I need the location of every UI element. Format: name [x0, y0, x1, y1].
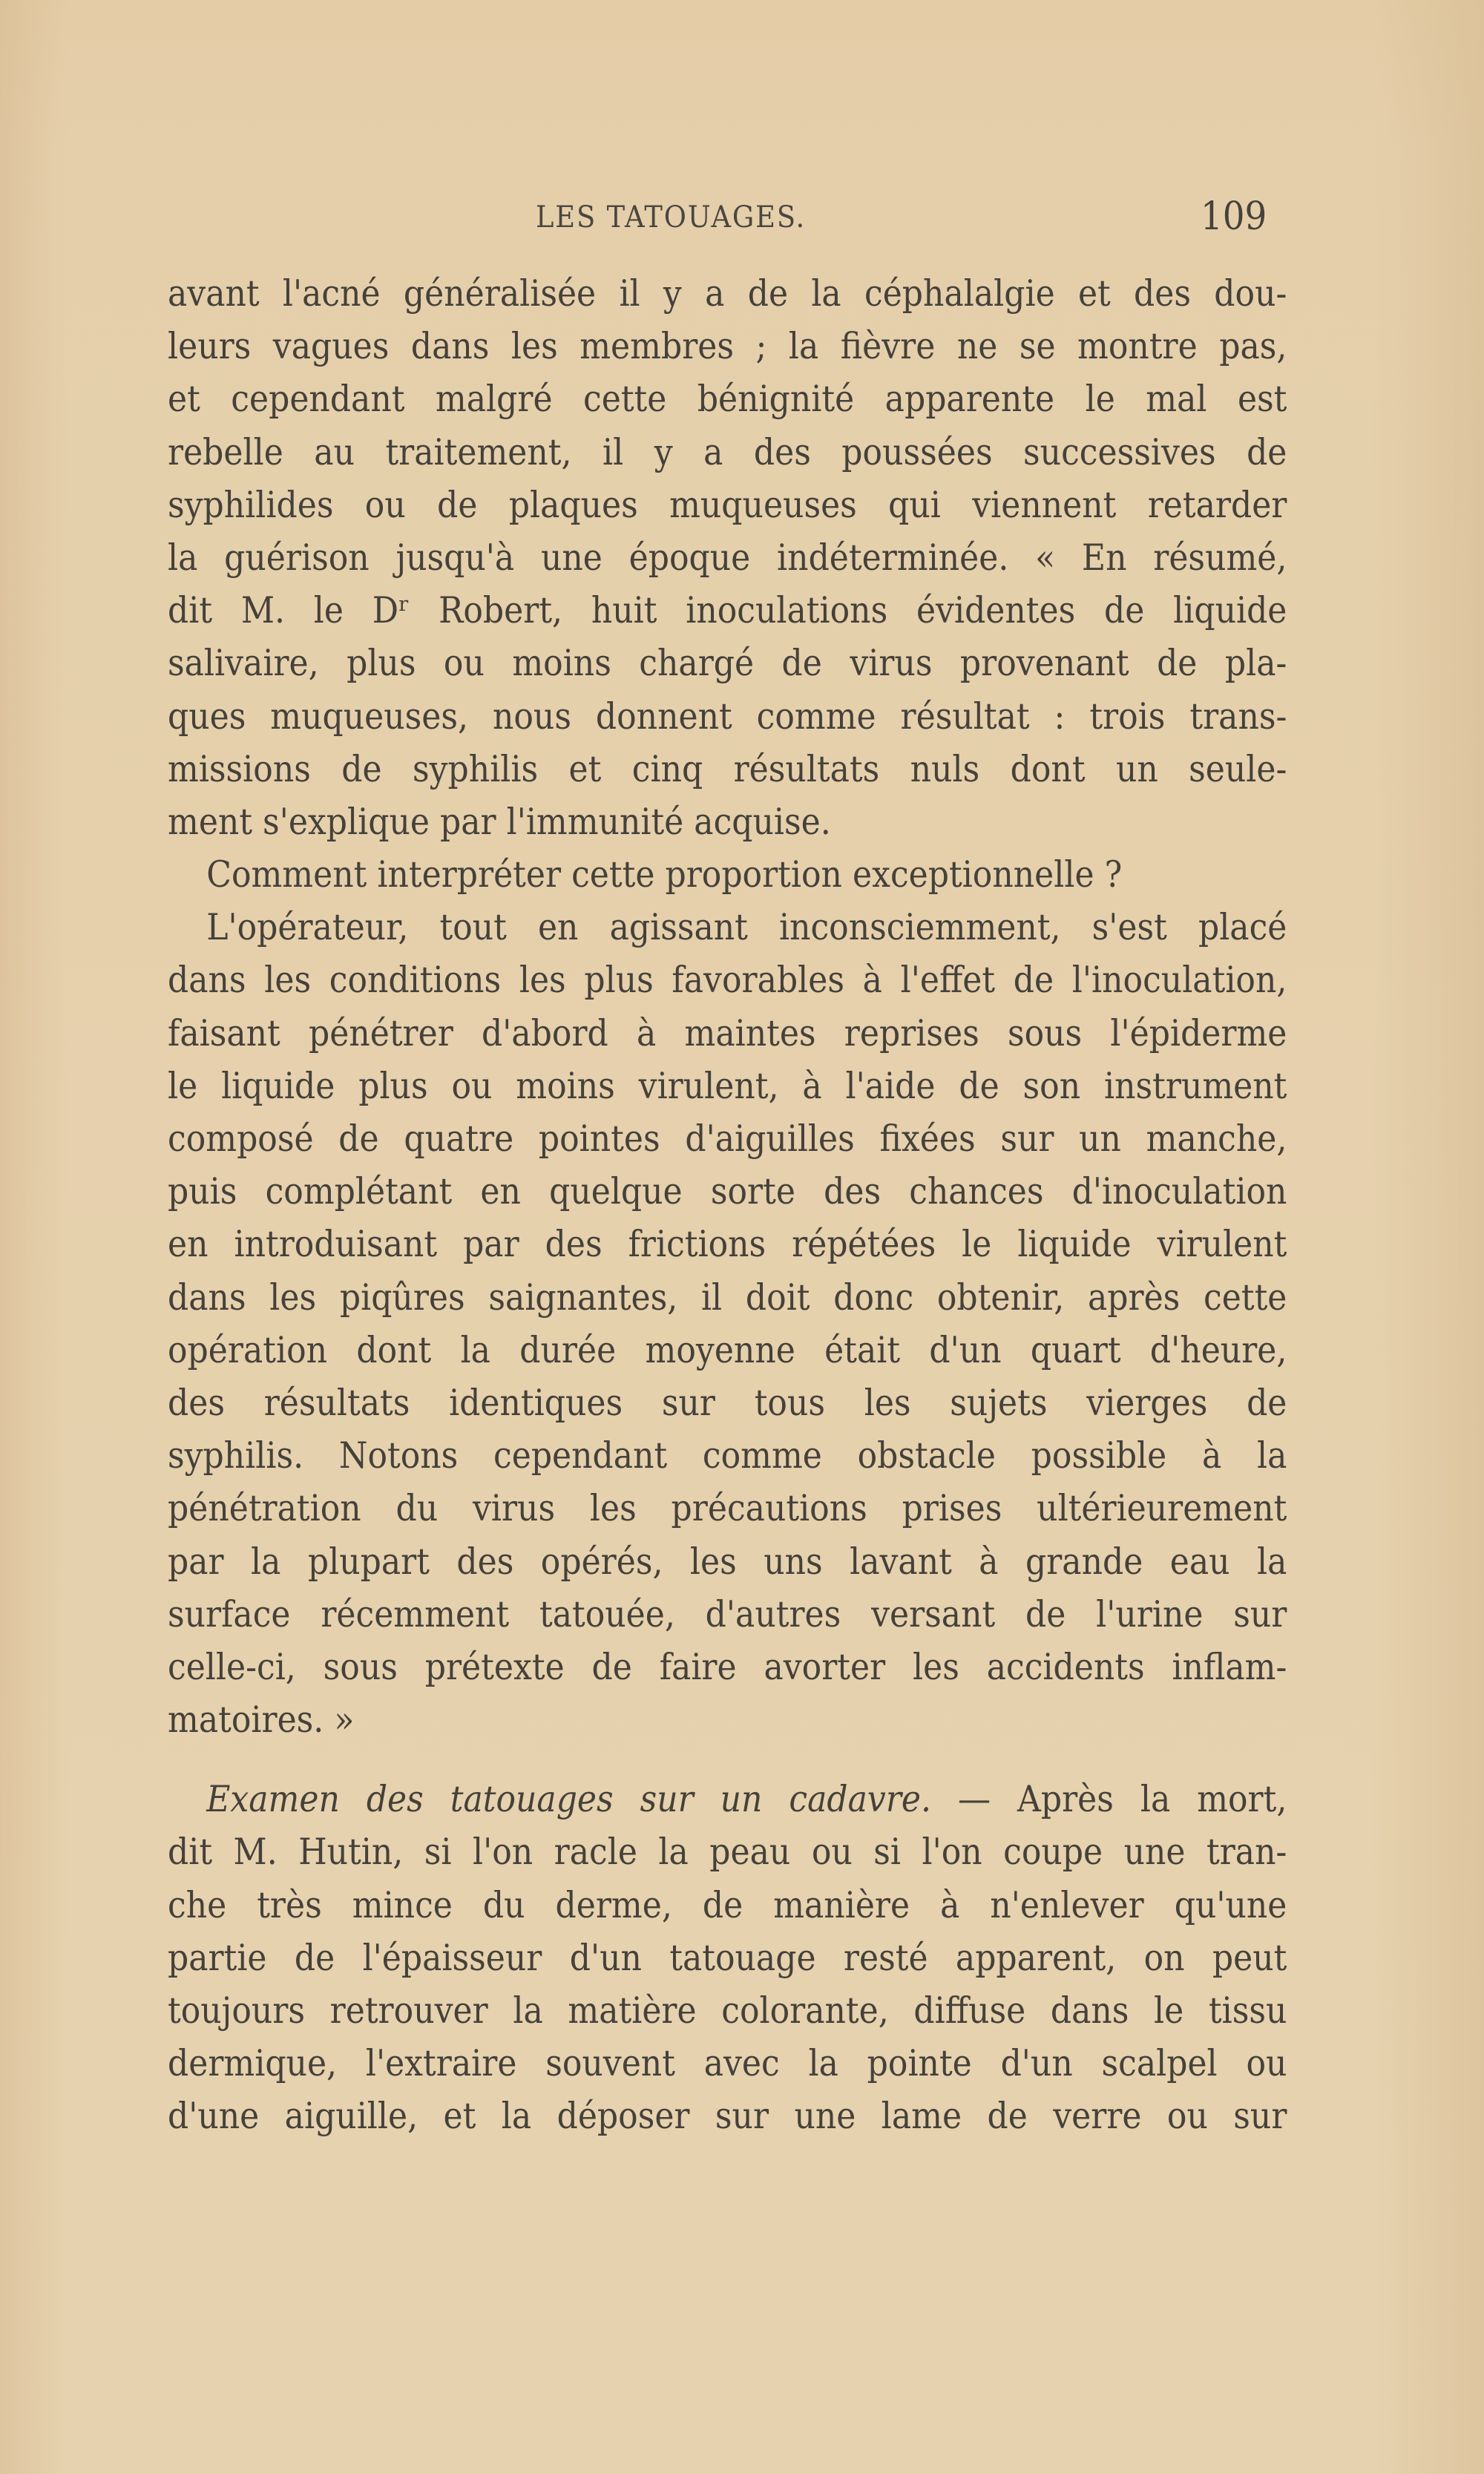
text-line: et cependant malgré cette bénignité apparente le mal est — [168, 378, 1287, 421]
text-line: che très mince du derme, de manière à n'enlever qu'une — [168, 1883, 1287, 1926]
text-line: la guérison jusqu'à une époque indéterminée. « En résumé, — [168, 536, 1287, 579]
text-line: ques muqueuses, nous donnent comme résultat : trois trans- — [168, 695, 1287, 738]
text-line: pénétration du virus les précautions prises ultérieurement — [168, 1487, 1287, 1530]
paragraph-operateur — [168, 901, 1287, 1746]
text-line: dans les piqûres saignantes, il doit donc obtenir, après cette — [168, 1276, 1287, 1319]
text-line: dans les conditions les plus favorables à l'effet de l'inoculation, — [168, 959, 1287, 1002]
text-line: partie de l'épaisseur d'un tatouage resté apparent, on peut — [168, 1936, 1287, 1979]
body-text — [168, 267, 1287, 2143]
text-line: dit M. le Dʳ Robert, huit inoculations évidentes de liquide — [168, 589, 1287, 632]
text-line: Comment interpréter cette proportion exceptionnelle ? — [206, 853, 1123, 896]
text-line: en introduisant par des frictions répétées le liquide virulent — [168, 1223, 1287, 1266]
page-number: 109 — [1201, 194, 1267, 239]
text-line: missions de syphilis et cinq résultats nuls dont un seule- — [168, 747, 1287, 790]
text-line: par la plupart des opérés, les uns lavant à grande eau la — [168, 1540, 1287, 1583]
running-head — [0, 194, 1484, 239]
text-line: opération dont la durée moyenne était d'un quart d'heure, — [168, 1328, 1287, 1371]
text-line: dit M. Hutin, si l'on racle la peau ou si l'on coupe une tran- — [168, 1831, 1287, 1874]
text-line: syphilides ou de plaques muqueuses qui viennent retarder — [168, 483, 1287, 526]
text-line: dermique, l'extraire souvent avec la pointe d'un scalpel ou — [168, 2042, 1287, 2085]
text-line: L'opérateur, tout en agissant inconsciemment, s'est placé — [206, 906, 1287, 949]
text-line: toujours retrouver la matière colorante, diffuse dans le tissu — [168, 1989, 1287, 2032]
text-line: leurs vagues dans les membres ; la fièvre ne se montre pas, — [168, 325, 1287, 368]
text-line: celle-ci, sous prétexte de faire avorter les accidents inflam- — [168, 1645, 1287, 1688]
lead-rest: — Après la mort, — [931, 1778, 1287, 1821]
text-line: salivaire, plus ou moins chargé de virus provenant de pla- — [168, 642, 1287, 685]
paragraph-continuation — [168, 267, 1287, 848]
text-line: puis complétant en quelque sorte des chances d'inoculation — [168, 1170, 1287, 1213]
text-line: syphilis. Notons cependant comme obstacle possible à la — [168, 1434, 1287, 1477]
text-line: surface récemment tatouée, d'autres versant de l'urine sur — [168, 1592, 1287, 1635]
text-line: ment s'explique par l'immunité acquise. — [168, 800, 831, 843]
text-line-lead — [168, 1773, 1287, 1825]
text-line: rebelle au traitement, il y a des poussées successives de — [168, 430, 1287, 473]
text-line: composé de quatre pointes d'aiguilles fixées sur un manche, — [168, 1118, 1287, 1160]
text-line: le liquide plus ou moins virulent, à l'aide de son instrument — [168, 1064, 1287, 1107]
text-line: des résultats identiques sur tous les sujets vierges de — [168, 1381, 1287, 1424]
section-gap — [168, 1746, 1287, 1773]
text-line: d'une aiguille, et la déposer sur une lame de verre ou sur — [168, 2095, 1287, 2138]
text-line: avant l'acné généralisée il y a de la céphalalgie et des dou- — [168, 272, 1287, 315]
running-title: LES TATOUAGES. — [536, 200, 807, 234]
text-line: faisant pénétrer d'abord à maintes reprises sous l'épiderme — [168, 1011, 1287, 1054]
text-line: matoires. » — [168, 1699, 355, 1742]
section-heading-italic: Examen des tatouages sur un cadavre. — [206, 1778, 932, 1821]
paragraph-question — [168, 848, 1287, 901]
paragraph-cadavre — [168, 1773, 1287, 2142]
